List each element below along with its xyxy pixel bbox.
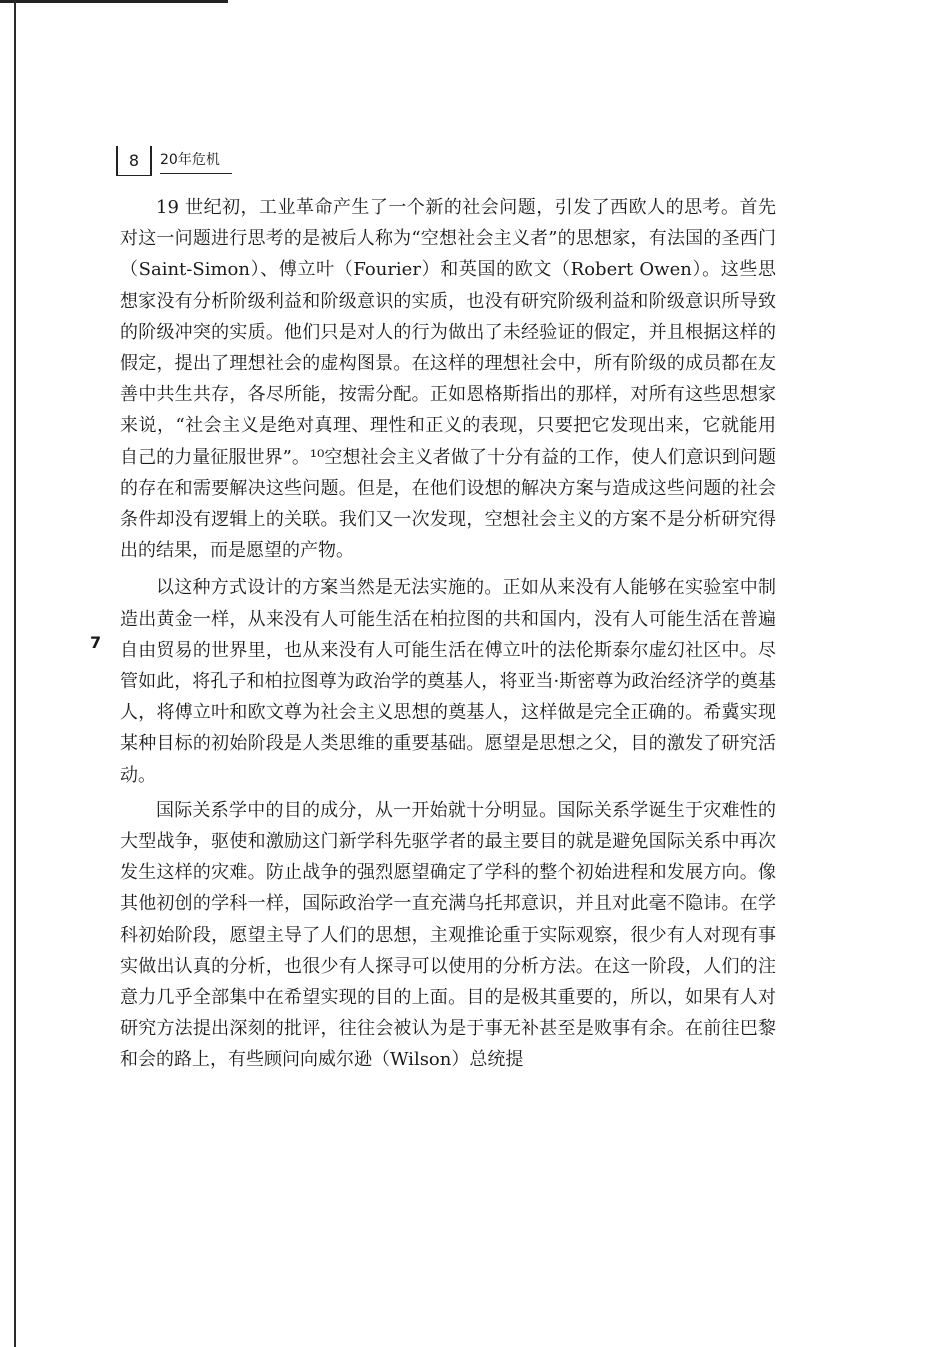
- page-header: [116, 146, 232, 176]
- body-text: [120, 192, 776, 1080]
- paragraph-3: 国际关系学中的目的成分，从一开始就十分明显。国际关系学诞生于灾难性的大型战争，驱使和激励这门新学科先驱学者的最主要目的就是避免国际关系中再次发生这样的灾难。防止战争的强烈愿望确定了学科的整个初始进程和发展方向。像其他初创的学科一样，国际政治学一直充满乌托邦意识，并且对此毫不隐讳。在学科初始阶段，愿望主导了人们的思想，主观推论重于实际观察，很少有人对现有事实做出认真的分析，也很少有人探寻可以使用的分析方法。在这一阶段，人们的注意力几乎全部集中在希望实现的目的上面。目的是极其重要的，所以，如果有人对研究方法提出深刻的批评，往往会被认为是于事无补甚至是败事有余。在前往巴黎和会的路上，有些顾问向威尔逊（Wilson）总统提: [120, 799, 776, 1071]
- scan-edge-top: [0, 0, 228, 3]
- paragraph-2: 以这种方式设计的方案当然是无法实施的。正如从来没有人能够在实验室中制造出黄金一样，从来没有人可能生活在柏拉图的共和国内，没有人可能生活在普遍自由贸易的世界里，也从来没有人可能生活在傅立叶的法伦斯泰尔虚幻社区中。尽管如此，将孔子和柏拉图尊为政治学的奠基人，将亚当·斯密尊为政治经济学的奠基人，将傅立叶和欧文尊为社会主义思想的奠基人，这样做是完全正确的。希冀实现某种目标的初始阶段是人类思维的重要基础。愿望是思想之父，目的激发了研究活动。: [120, 577, 776, 786]
- running-title: 20年危机: [160, 149, 232, 174]
- paragraph-1: 19 世纪初，工业革命产生了一个新的社会问题，引发了西欧人的思考。首先对这一问题进行思考的是被后人称为“空想社会主义者”的思想家，有法国的圣西门（Saint-Simon）、傅立叶（Fourier）和英国的欧文（Robert Owen）。这些思想家没有分析阶级利益和阶级意识的实质，也没有研究阶级利益和阶级意识所导致的阶级冲突的实质。他们只是对人的行为做出了未经验证的假定，并且根据这样的假定，提出了理想社会的虚构图景。在这样的理想社会中，所有阶级的成员都在友善中共生共存，各尽所能，按需分配。正如恩格斯指出的那样，对所有这些思想家来说，“社会主义是绝对真理、理性和正义的表现，只要把它发现出来，它就能用自己的力量征服世界”。¹⁰空想社会主义者做了十分有益的工作，使人们意识到问题的存在和需要解决这些问题。但是，在他们设想的解决方案与造成这些问题的社会条件却没有逻辑上的关联。我们又一次发现，空想社会主义的方案不是分析研究得出的结果，而是愿望的产物。: [120, 197, 776, 562]
- margin-note: 7: [90, 633, 102, 652]
- page-number: 8: [116, 146, 152, 176]
- scan-edge-left: [14, 0, 16, 1347]
